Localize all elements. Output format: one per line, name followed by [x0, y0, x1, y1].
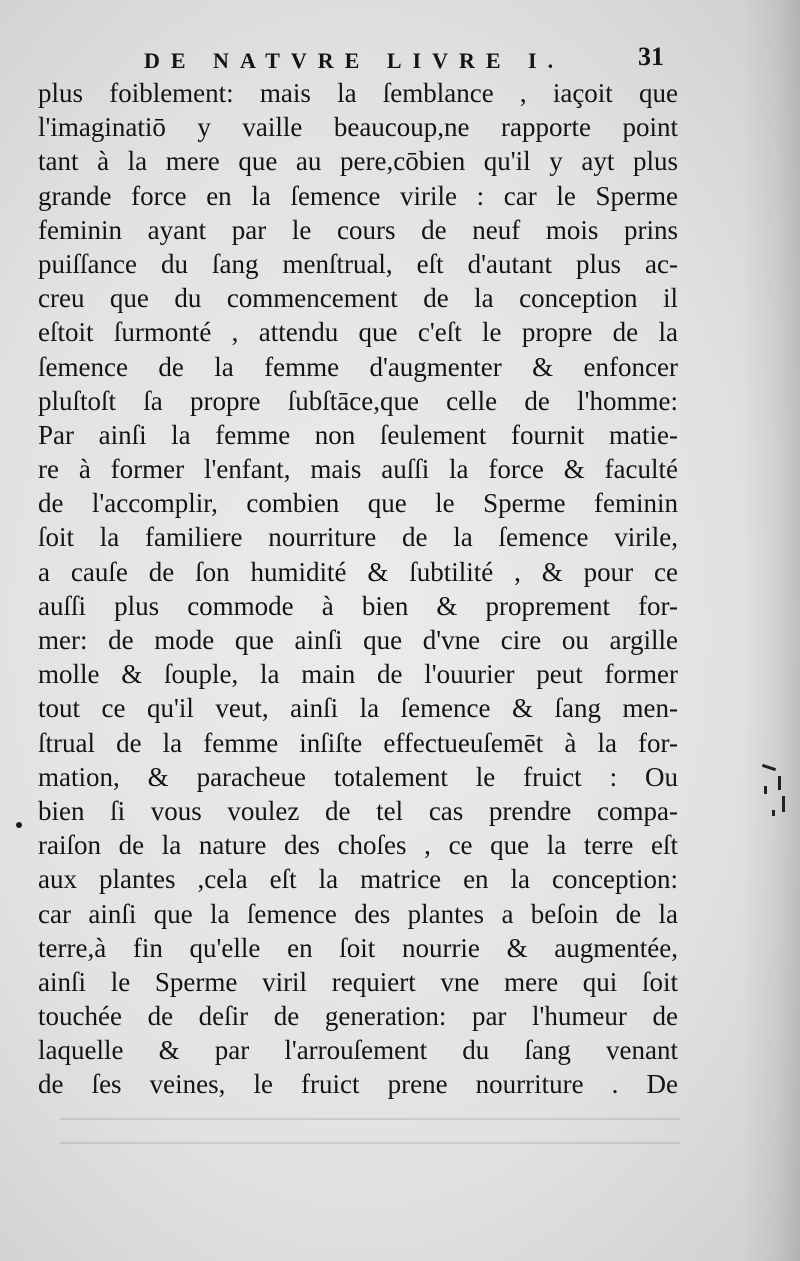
text-line: laquelle & par l'arrouſement du ſang venant [38, 1035, 678, 1066]
page-number: 31 [638, 42, 664, 71]
text-line: car ainſi que la ſemence des plantes a beſoin de la [38, 898, 678, 929]
text-line: ſemence de la femme d'augmenter & enfoncer [38, 351, 678, 382]
show-through-text [60, 1108, 680, 1158]
text-line: pluſtoſt ſa propre ſubſtāce,que celle de l'homme: [38, 385, 678, 416]
text-line: re à former l'enfant, mais auſſi la force & faculté [38, 454, 678, 485]
text-line: terre,à fin qu'elle en ſoit nourrie & augmentée, [38, 932, 678, 963]
text-line: ainſi le Sperme viril requiert vne mere qui ſoit [38, 966, 678, 997]
text-line: eſtoit ſurmonté , attendu que c'eſt le propre de la [38, 317, 678, 348]
text-line: ſoit la familiere nourriture de la ſemence virile, [38, 522, 678, 553]
text-line: grande force en la ſemence virile : car le Sperme [38, 180, 678, 211]
text-line: raiſon de la nature des choſes , ce que la terre eſt [38, 830, 678, 861]
text-line: de l'accomplir, combien que le Sperme feminin [38, 488, 678, 519]
text-line: bien ſi vous voulez de tel cas prendre compa- [38, 795, 678, 826]
running-head: DE NATVRE LIVRE I. [144, 48, 565, 73]
text-line: molle & ſouple, la main de l'ouurier peut former [38, 659, 678, 690]
text-line: puiſſance du ſang menſtrual, eſt d'autant plus ac- [38, 248, 678, 279]
text-line: a cauſe de ſon humidité & ſubtilité , & pour ce [38, 556, 678, 587]
edge-bleed-marks [758, 766, 798, 826]
page-gutter-shadow [740, 0, 800, 1261]
margin-dot [16, 822, 22, 828]
text-line: ſtrual de la femme inſiſte effectueuſemēt à la for- [38, 727, 678, 758]
text-line: touchée de deſir de generation: par l'humeur de [38, 1001, 678, 1032]
text-line: tant à la mere que au pere,cōbien qu'il y ayt plus [38, 146, 678, 177]
text-line: mation, & paracheue totalement le fruict : Ou [38, 761, 678, 792]
body-text [38, 76, 678, 1102]
text-line: feminin ayant par le cours de neuf mois prins [38, 214, 678, 245]
text-line: plus foiblement: mais la ſemblance , iaçoit que [38, 78, 678, 108]
text-line: tout ce qu'il veut, ainſi la ſemence & ſang men- [38, 693, 678, 724]
text-line: de ſes veines, le fruict prene nourriture . De [38, 1069, 678, 1100]
text-line: Par ainſi la femme non ſeulement fournit matie- [38, 419, 678, 450]
text-line: creu que du commencement de la conception il [38, 283, 678, 314]
text-line: aux plantes ,cela eſt la matrice en la conception: [38, 864, 678, 895]
text-line: auſſi plus commode à bien & proprement for- [38, 590, 678, 621]
text-line: l'imaginatiō y vaille beaucoup,ne rapporte point [38, 112, 678, 143]
text-line: mer: de mode que ainſi que d'vne cire ou argille [38, 625, 678, 655]
